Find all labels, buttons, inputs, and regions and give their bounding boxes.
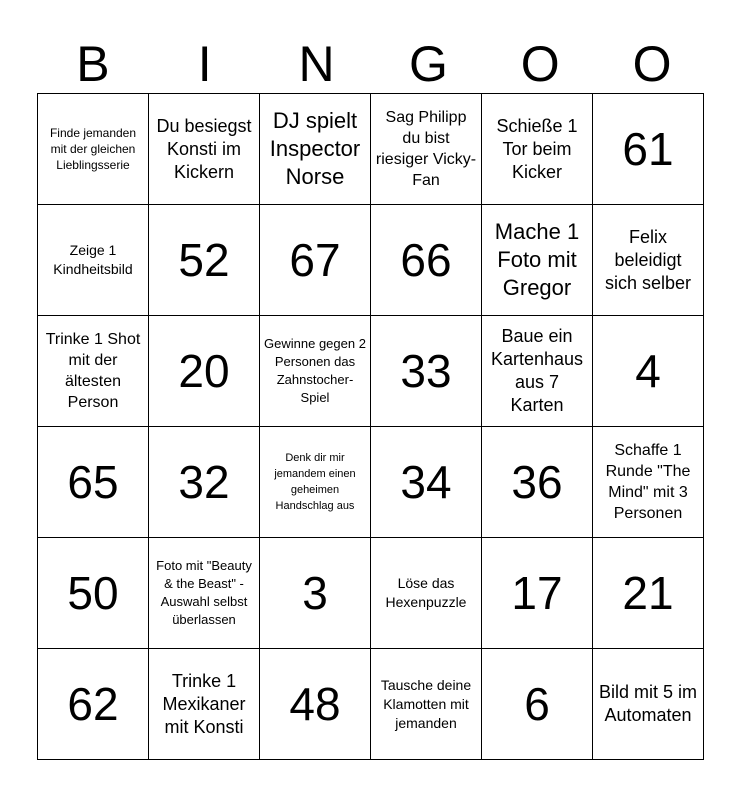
- cell-text: Tausche deine Klamotten mit jemanden: [380, 676, 472, 731]
- bingo-cell[interactable]: [260, 649, 371, 760]
- cell-text: Baue ein Kartenhaus aus 7 Karten: [490, 326, 584, 415]
- bingo-cell[interactable]: [371, 316, 482, 427]
- bingo-cell[interactable]: [149, 316, 260, 427]
- bingo-cell[interactable]: [482, 94, 593, 205]
- cell-number: 6: [524, 678, 550, 730]
- cell-text: Bild mit 5 im Automaten: [598, 682, 697, 725]
- bingo-cell[interactable]: [593, 205, 704, 316]
- cell-number: 20: [178, 345, 230, 397]
- header-letter: O: [632, 36, 672, 92]
- cell-number: 21: [622, 567, 674, 619]
- cell-text: Sag Philipp du bist riesiger Vicky-Fan: [375, 109, 477, 189]
- bingo-grid: [37, 93, 704, 760]
- bingo-cell[interactable]: [593, 538, 704, 649]
- bingo-cell[interactable]: [371, 205, 482, 316]
- cell-number: 52: [178, 234, 230, 286]
- bingo-cell[interactable]: [371, 649, 482, 760]
- bingo-cell[interactable]: [260, 427, 371, 538]
- cell-number: 34: [400, 456, 452, 508]
- bingo-cell[interactable]: [593, 427, 704, 538]
- bingo-cell[interactable]: [38, 649, 149, 760]
- bingo-cell[interactable]: [149, 649, 260, 760]
- cell-number: 50: [67, 567, 119, 619]
- cell-number: 65: [67, 456, 119, 508]
- bingo-cell[interactable]: [149, 205, 260, 316]
- cell-number: 3: [302, 567, 328, 619]
- bingo-cell[interactable]: [482, 316, 593, 427]
- bingo-cell[interactable]: [38, 205, 149, 316]
- bingo-cell[interactable]: [260, 316, 371, 427]
- bingo-cell[interactable]: [38, 538, 149, 649]
- header-letter: B: [76, 36, 110, 92]
- bingo-cell[interactable]: [371, 427, 482, 538]
- bingo-cell[interactable]: [482, 205, 593, 316]
- bingo-cell[interactable]: [149, 94, 260, 205]
- bingo-cell[interactable]: [260, 94, 371, 205]
- cell-number: 62: [67, 678, 119, 730]
- cell-text: Trinke 1 Mexikaner mit Konsti: [162, 670, 246, 737]
- bingo-cell[interactable]: [149, 538, 260, 649]
- cell-number: 48: [289, 678, 341, 730]
- cell-text: Finde jemanden mit der gleichen Lieblingsserie: [49, 126, 137, 172]
- bingo-cell[interactable]: [482, 427, 593, 538]
- header-letter: O: [520, 36, 560, 92]
- bingo-cell[interactable]: [38, 427, 149, 538]
- bingo-cell[interactable]: [38, 94, 149, 205]
- cell-text: DJ spielt Inspector Norse: [269, 108, 361, 189]
- cell-text: Mache 1 Foto mit Gregor: [494, 219, 580, 300]
- bingo-cell[interactable]: [482, 649, 593, 760]
- bingo-cell[interactable]: [260, 205, 371, 316]
- cell-number: 33: [400, 345, 452, 397]
- header-letter: N: [298, 36, 335, 92]
- cell-text: Schaffe 1 Runde "The Mind" mit 3 Personen: [605, 442, 691, 522]
- bingo-cell[interactable]: [38, 316, 149, 427]
- cell-number: 66: [400, 234, 452, 286]
- bingo-cell[interactable]: [482, 538, 593, 649]
- cell-number: 17: [511, 567, 563, 619]
- cell-text: Du besiegst Konsti im Kickern: [156, 115, 252, 182]
- bingo-cell[interactable]: [149, 427, 260, 538]
- cell-number: 4: [635, 345, 661, 397]
- bingo-header: [37, 36, 708, 93]
- cell-text: Zeige 1 Kindheitsbild: [53, 242, 133, 277]
- cell-text: Denk dir mir jemandem einen geheimen Handschlag aus: [274, 452, 356, 512]
- header-letter: G: [408, 36, 448, 92]
- cell-text: Foto mit "Beauty & the Beast" - Auswahl selbst überlassen: [156, 558, 252, 627]
- bingo-cell[interactable]: [593, 94, 704, 205]
- cell-text: Schieße 1 Tor beim Kicker: [496, 115, 578, 182]
- cell-number: 67: [289, 234, 341, 286]
- cell-text: Felix beleidigt sich selber: [604, 226, 692, 293]
- bingo-cell[interactable]: [371, 94, 482, 205]
- cell-number: 61: [622, 123, 674, 175]
- bingo-cell[interactable]: [260, 538, 371, 649]
- bingo-cell[interactable]: [371, 538, 482, 649]
- cell-text: Gewinne gegen 2 Personen das Zahnstocher-Spiel: [264, 336, 366, 405]
- cell-text: Trinke 1 Shot mit der ältesten Person: [45, 331, 141, 411]
- bingo-cell[interactable]: [593, 649, 704, 760]
- header-letter: I: [197, 36, 212, 92]
- cell-number: 36: [511, 456, 563, 508]
- cell-number: 32: [178, 456, 230, 508]
- bingo-cell[interactable]: [593, 316, 704, 427]
- cell-text: Löse das Hexenpuzzle: [385, 575, 467, 610]
